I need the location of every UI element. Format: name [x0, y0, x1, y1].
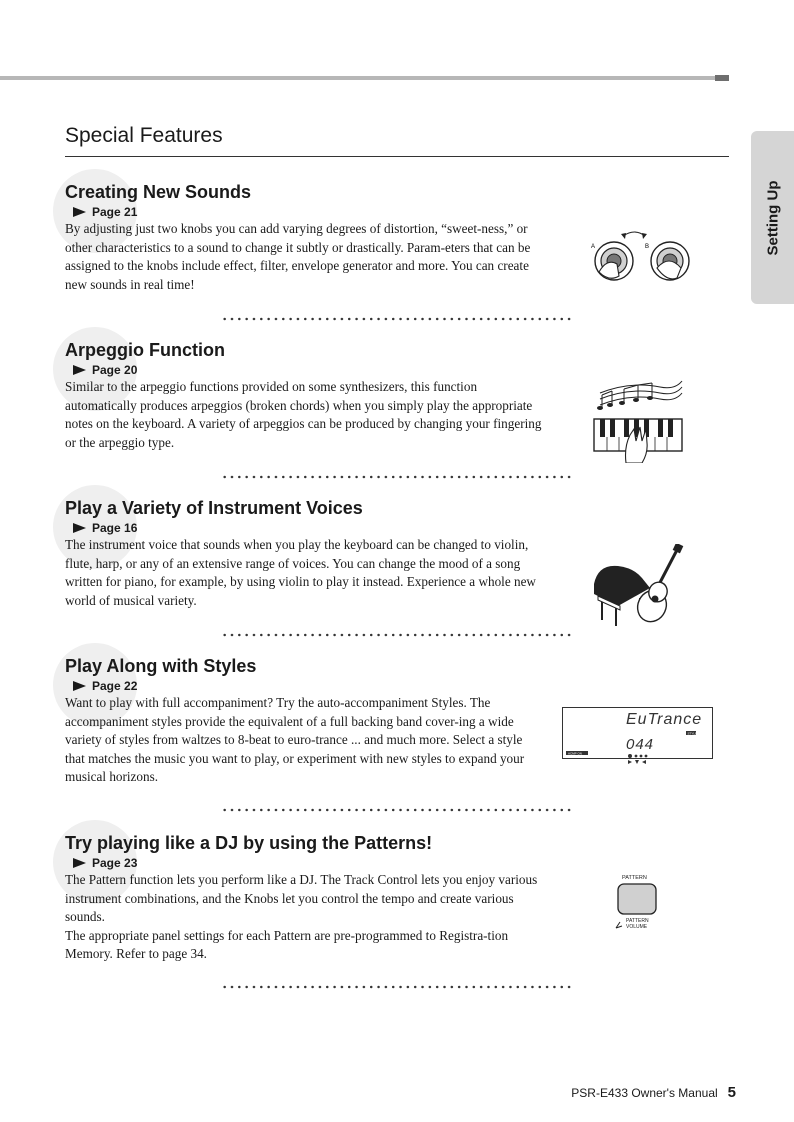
section-body-2: The appropriate panel settings for each Pattern are pre-programmed to Registra-tion Memory. Refer to page 34. [65, 927, 509, 961]
section-divider [221, 985, 573, 989]
chapter-tab [751, 131, 794, 304]
pattern-button-illustration [612, 870, 668, 932]
section-divider [221, 475, 573, 479]
pattern-button [618, 884, 656, 914]
header-rule-tab [715, 75, 729, 81]
instruments-illustration [590, 544, 686, 628]
lcd-style-label: STYLE [687, 731, 698, 736]
section-heading: Play Along with Styles [65, 656, 257, 676]
page-reference [73, 204, 545, 220]
music-notes-icon [600, 381, 682, 407]
arpeggio-illustration [590, 377, 690, 463]
title-underline [65, 156, 729, 157]
section-divider [221, 808, 573, 812]
page-reference-label: Page 16 [92, 521, 138, 535]
arrow-icon [73, 858, 86, 868]
page-reference-label: Page 20 [92, 363, 138, 377]
section-creating-new-sounds [65, 181, 545, 294]
arrow-icon [73, 523, 86, 533]
page-reference-label: Page 23 [92, 856, 138, 870]
chapter-tab-label: Setting Up [764, 180, 781, 255]
footer-manual-name: PSR-E433 Owner's Manual [571, 1086, 718, 1100]
page-reference [73, 520, 545, 536]
arrow-icon [73, 207, 86, 217]
knob-b-icon [651, 242, 689, 280]
page-reference-label: Page 22 [92, 679, 138, 693]
section-patterns [65, 832, 545, 964]
section-heading: Play a Variety of Instrument Voices [65, 498, 363, 518]
lcd-style-number: 044 [626, 736, 655, 753]
section-heading: Try playing like a DJ by using the Patterns! [65, 833, 433, 853]
lcd-acmp-label: ACMP ON [568, 751, 582, 756]
page-reference [73, 678, 545, 694]
shift-arrow-icon [616, 922, 622, 928]
knobs-illustration [585, 224, 695, 284]
section-body: The instrument voice that sounds when you play the keyboard can be changed to violin, flute, harp, or any of an extensive range of voices. You can change the mood of a song written for piano, for example, by using violin to play it instead. Experience a whole new world of musical variety. [65, 537, 536, 608]
knob-a-icon [595, 242, 633, 280]
page-reference-label: Page 21 [92, 205, 138, 219]
section-divider [221, 317, 573, 321]
section-body: The Pattern function lets you perform like a DJ. The Track Control lets you enjoy various instrument combinations, and the Knobs let you control the tempo and create various sounds. [65, 872, 538, 924]
section-divider [221, 633, 573, 637]
page-reference [73, 855, 545, 871]
footer-page-number: 5 [727, 1084, 736, 1101]
arrow-icon [73, 365, 86, 375]
arrow-icon [73, 681, 86, 691]
pattern-volume-label-2: VOLUME [626, 924, 648, 930]
section-body: By adjusting just two knobs you can add varying degrees of distortion, “sweet-ness,” or other characteristics to a sound to change it subtly or drastically. Param-eters that can be assigned to the knobs include effect, filter, envelope generator and more. You can create new sounds in real time! [65, 221, 531, 292]
pattern-volume-label-1: PATTERN [626, 918, 649, 924]
page-footer [571, 1084, 736, 1101]
section-instrument-voices [65, 497, 545, 610]
lcd-display-illustration [562, 707, 714, 771]
rotate-arrow-icon [623, 232, 645, 236]
knob-b-label: B [645, 244, 650, 250]
lcd-style-name: EuTrance [626, 711, 703, 728]
knob-a-label: A [591, 244, 596, 250]
page-title: Special Features [65, 124, 223, 147]
section-heading: Arpeggio Function [65, 340, 225, 360]
section-arpeggio-function [65, 339, 545, 452]
section-body: Similar to the arpeggio functions provided on some synthesizers, this function automatically produces arpeggios (broken chords) when you simply play the appropriate notes on the keyboard. A variety of arpeggios can be produced by changing your fingering or the arpeggio type. [65, 379, 542, 450]
section-styles [65, 655, 545, 787]
header-rule [0, 76, 729, 80]
section-heading: Creating New Sounds [65, 182, 252, 202]
page-reference [73, 362, 545, 378]
pattern-button-label: PATTERN [622, 875, 647, 881]
section-body: Want to play with full accompaniment? Try the auto-accompaniment Styles. The accompaniment styles provide the equivalent of a full backing band cover-ing a wide variety of styles from waltzes to 8-beat to euro-trance ... and much more. Select a style that matches the music you want to play, or experiment with new styles to expand your musical horizons. [65, 695, 525, 784]
